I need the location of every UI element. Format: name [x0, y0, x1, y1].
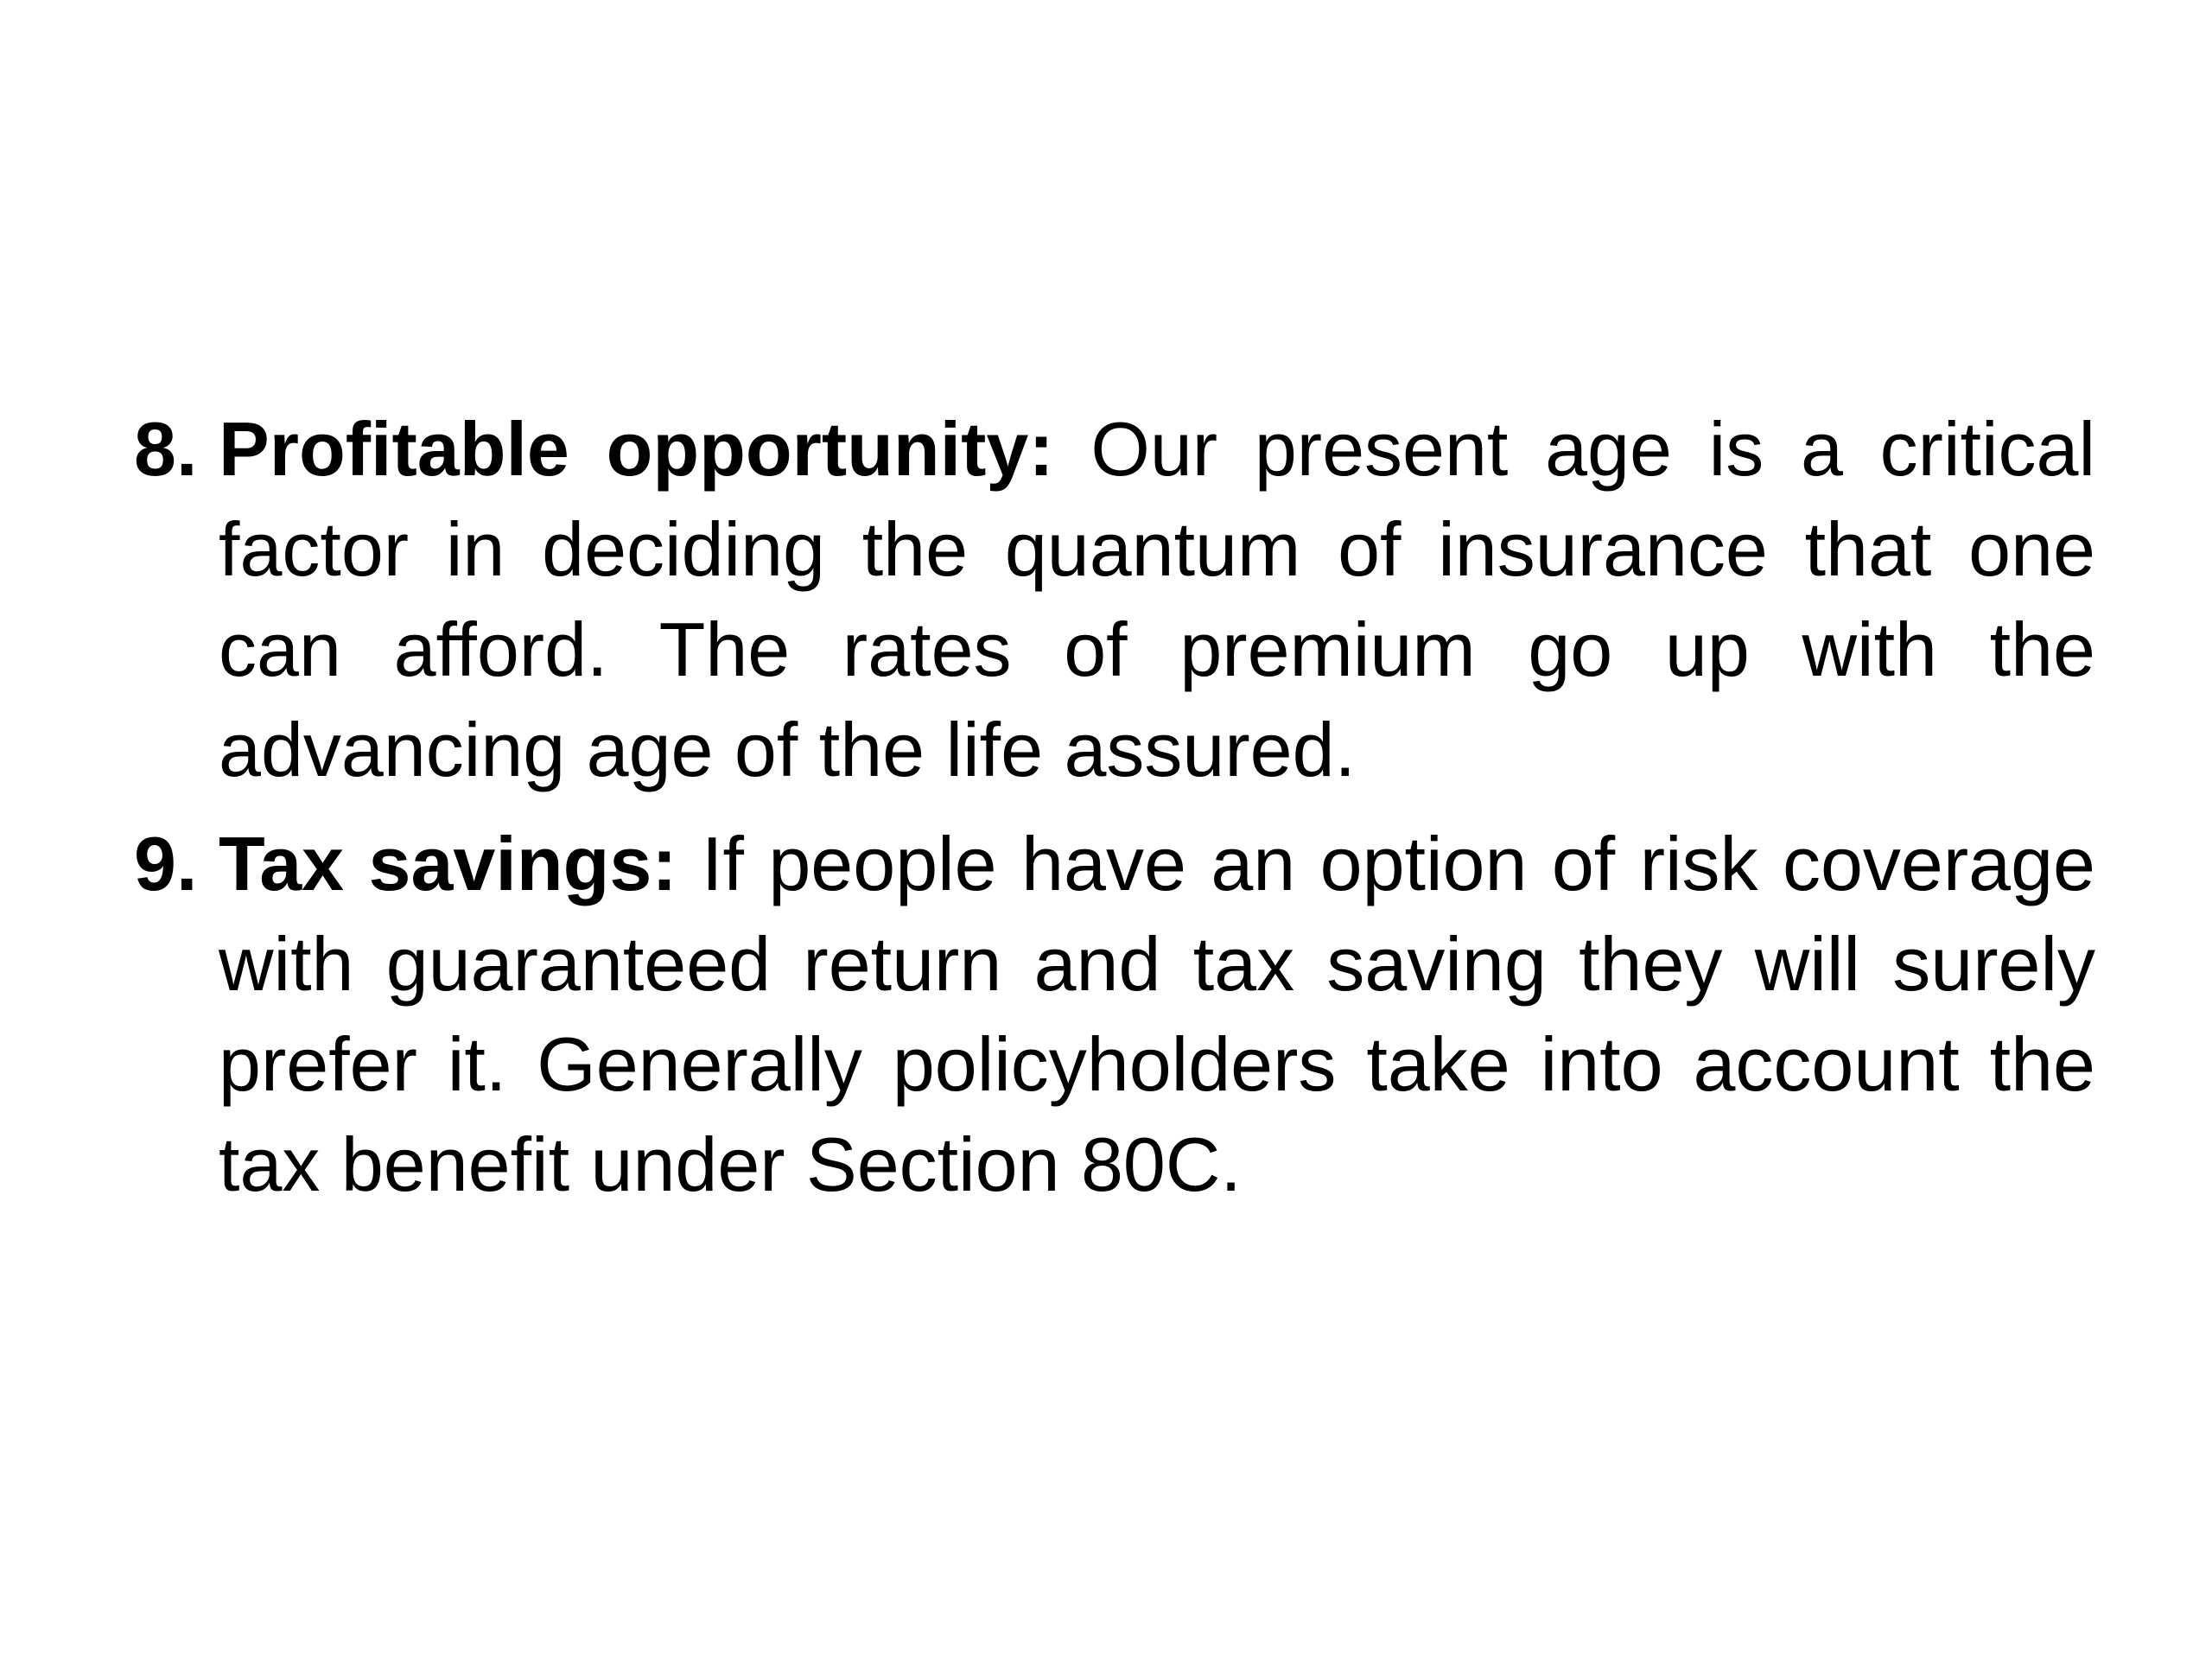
- item-term: Tax savings:: [219, 821, 677, 906]
- item-text: Our present age is a critical factor in deciding the quantum of insurance that one can afford. The rates of premium go up with the advancing age of the life assured.: [219, 406, 2095, 792]
- item-text: If people have an option of risk coverage with guaranteed return and tax saving they will surely prefer it. Generally policyholders take into account the tax benefit under Section 80C.: [219, 821, 2096, 1207]
- list-item-tax-savings: [134, 814, 2095, 1215]
- list-item-profitable-opportunity: [134, 399, 2095, 800]
- item-term: Profitable opportunity:: [219, 406, 1054, 492]
- numbered-list: [134, 399, 2095, 1229]
- item-number: 8.: [134, 406, 198, 492]
- item-number: 9.: [134, 821, 198, 906]
